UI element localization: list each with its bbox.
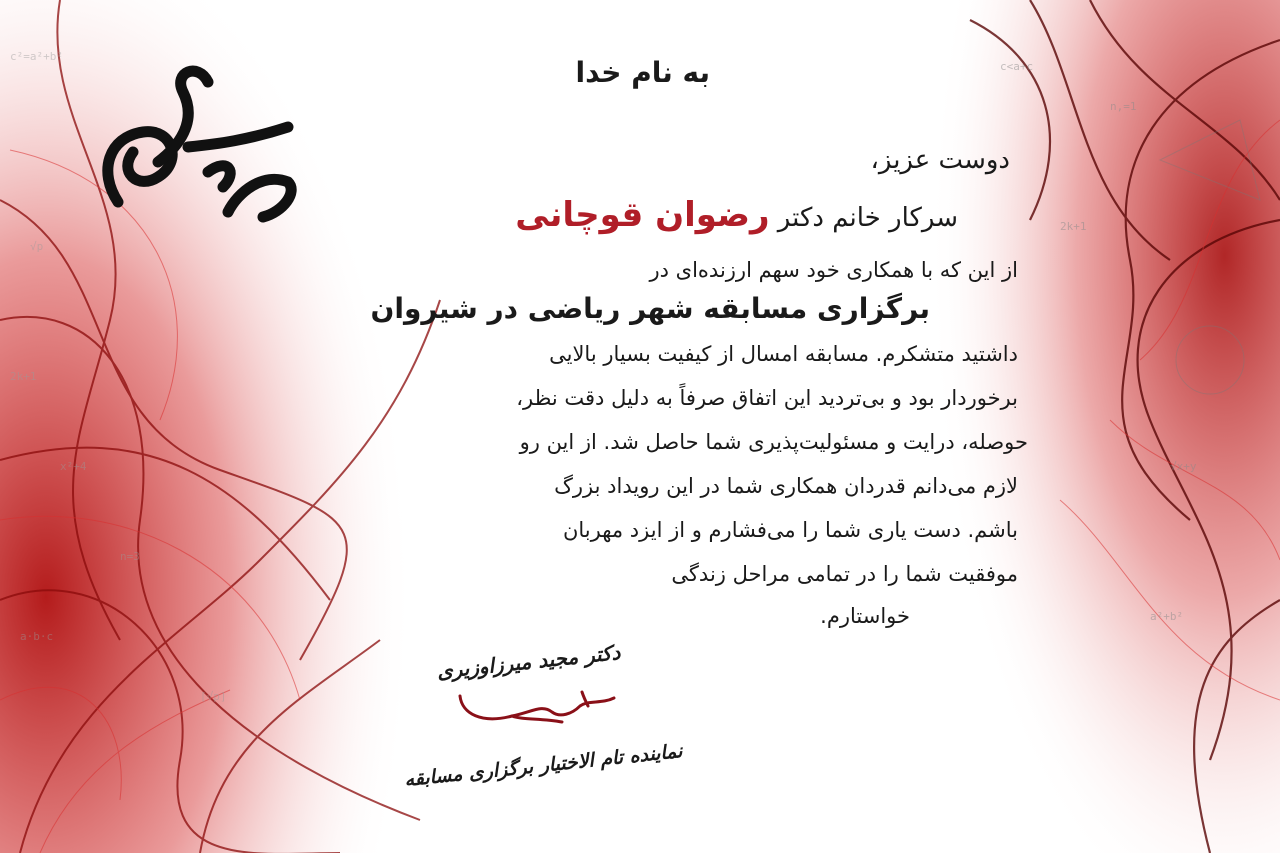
body-line-1: از این که با همکاری خود سهم ارزنده‌ای در [649,258,1018,282]
body-line-8: خواستارم. [820,604,910,628]
svg-text:2k+1: 2k+1 [10,370,37,383]
header-basmala: به نام خدا [575,56,710,89]
svg-text:a·b·c: a·b·c [20,630,54,643]
recipient-name: رضوان قوچانی [515,195,770,235]
greeting: دوست عزیز، [870,145,1010,175]
body-line-5: لازم می‌دانم قدردان همکاری شما در این رویداد بزرگ [554,474,1018,498]
body-line-4: حوصله، درایت و مسئولیت‌پذیری شما حاصل شد. از این رو [519,430,1028,454]
svg-text:c<a+c: c<a+c [1000,60,1034,73]
event-title: برگزاری مسابقه شهر ریاضی در شیروان [370,292,930,325]
signatory-role: نماینده تام الاختیار برگزاری مسابقه [403,740,684,792]
svg-text:[√p]: [√p] [200,690,227,703]
recipient-line [515,195,958,235]
svg-text:2k+1: 2k+1 [1060,220,1087,233]
title-prefix: سرکار خانم دکتر [777,203,958,233]
body-line-6: باشم. دست یاری شما را می‌فشارم و از ایزد مهربان [562,518,1018,542]
svg-text:n,=1: n,=1 [1110,100,1137,113]
body-line-7: موفقیت شما را در تمامی مراحل زندگی [671,562,1018,586]
signatory-name: دکتر مجید میرزاوزیری [435,640,622,684]
calligraphy-logo-icon [88,52,308,232]
svg-text:c²=a²+b²: c²=a²+b² [10,50,63,63]
body-line-2: داشتید متشکرم. مسابقه امسال از کیفیت بسیار بالایی [549,342,1018,366]
right-decoration [910,0,1280,853]
svg-text:n=3: n=3 [120,550,140,563]
svg-text:√x+y: √x+y [1170,460,1197,473]
svg-text:√p: √p [30,240,44,253]
signature-stroke-icon [452,684,622,734]
svg-text:x²+4: x²+4 [60,460,87,473]
body-line-3: برخوردار بود و بی‌تردید این اتفاق صرفاً به دلیل دقت نظر، [516,386,1018,410]
svg-text:a²+b²: a²+b² [1150,610,1184,623]
